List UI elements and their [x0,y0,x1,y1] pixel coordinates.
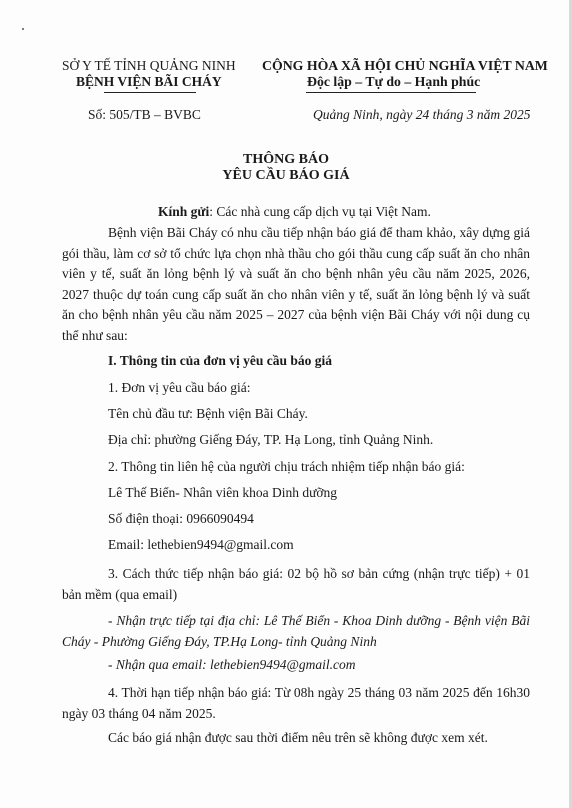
late-submission-note: Các báo giá nhận được sau thời điểm nêu trên sẽ không được xem xét. [108,730,488,745]
national-motto-underline [306,92,476,93]
item1-label: 1. Đơn vị yêu cầu báo giá: [108,380,251,395]
item4-deadline: 4. Thời hạn tiếp nhận báo giá: Từ 08h ngày 25 tháng 03 năm 2025 đến 16h30 ngày 03 tháng 04 năm 2025. [62,685,530,721]
direct-delivery-address: - Nhận trực tiếp tại địa chỉ: Lê Thế Biển - Khoa Dinh dưỡng - Bệnh viện Bãi Cháy - Phường Giếng Đáy, TP.Hạ Long- tỉnh Quảng Ninh [62,613,530,649]
document-title: THÔNG BÁO [243,152,329,167]
hospital-name: BỆNH VIỆN BÃI CHÁY [76,74,222,89]
issuing-authority: SỞ Y TẾ TỈNH QUẢNG NINH [62,58,236,73]
intro-paragraph: Bệnh viện Bãi Cháy có nhu cầu tiếp nhận báo giá để tham khảo, xây dựng giá gói thầu, làm cơ sở tổ chức lựa chọn nhà thầu cho gói thầu cung cấp suất ăn cho nhân viên y tế, suất ăn lỏng bệnh lý và suất ăn cho bệnh nhân yêu cầu năm 2025, 2026, 2027 thuộc dự toán cung cấp suất ăn cho nhân viên y tế, suất ăn lỏng bệnh lý và suất ăn cho bệnh nhân yêu cầu năm 2025 – 2027 của bệnh viện Bãi Cháy với nội dung cụ thể như sau: [62,225,530,343]
item2-label: 2. Thông tin liên hệ của người chịu trách nhiệm tiếp nhận báo giá: [108,459,465,474]
address: Địa chỉ: phường Giếng Đáy, TP. Hạ Long, tỉnh Quảng Ninh. [108,432,434,447]
recipient-label: Kính gửi [158,204,210,219]
national-title: CỘNG HÒA XÃ HỘI CHỦ NGHĨA VIỆT NAM [262,58,548,73]
email-address: Email: lethebien9494@gmail.com [108,537,294,552]
investor-name: Tên chủ đầu tư: Bệnh viện Bãi Cháy. [108,406,308,421]
recipient-line [158,204,431,220]
phone-number: Số điện thoại: 0966090494 [108,511,254,526]
hospital-name-underline [104,92,196,93]
contact-person: Lê Thế Biển- Nhân viên khoa Dinh dưỡng [108,485,338,500]
document-number: Số: 505/TB – BVBC [88,107,201,122]
scan-speck [22,28,24,30]
item3-receiving-method: 3. Cách thức tiếp nhận báo giá: 02 bộ hồ sơ bản cứng (nhận trực tiếp) + 01 bản mềm (qua email) [62,566,530,602]
section-heading: I. Thông tin của đơn vị yêu cầu báo giá [108,353,333,368]
recipient-text: : Các nhà cung cấp dịch vụ tại Việt Nam. [209,204,431,219]
document-subtitle: YÊU CẦU BÁO GIÁ [222,168,350,183]
email-delivery: - Nhận qua email: lethebien9494@gmail.com [108,657,356,672]
national-motto: Độc lập – Tự do – Hạnh phúc [307,74,481,89]
date-place: Quảng Ninh, ngày 24 tháng 3 năm 2025 [313,107,531,122]
